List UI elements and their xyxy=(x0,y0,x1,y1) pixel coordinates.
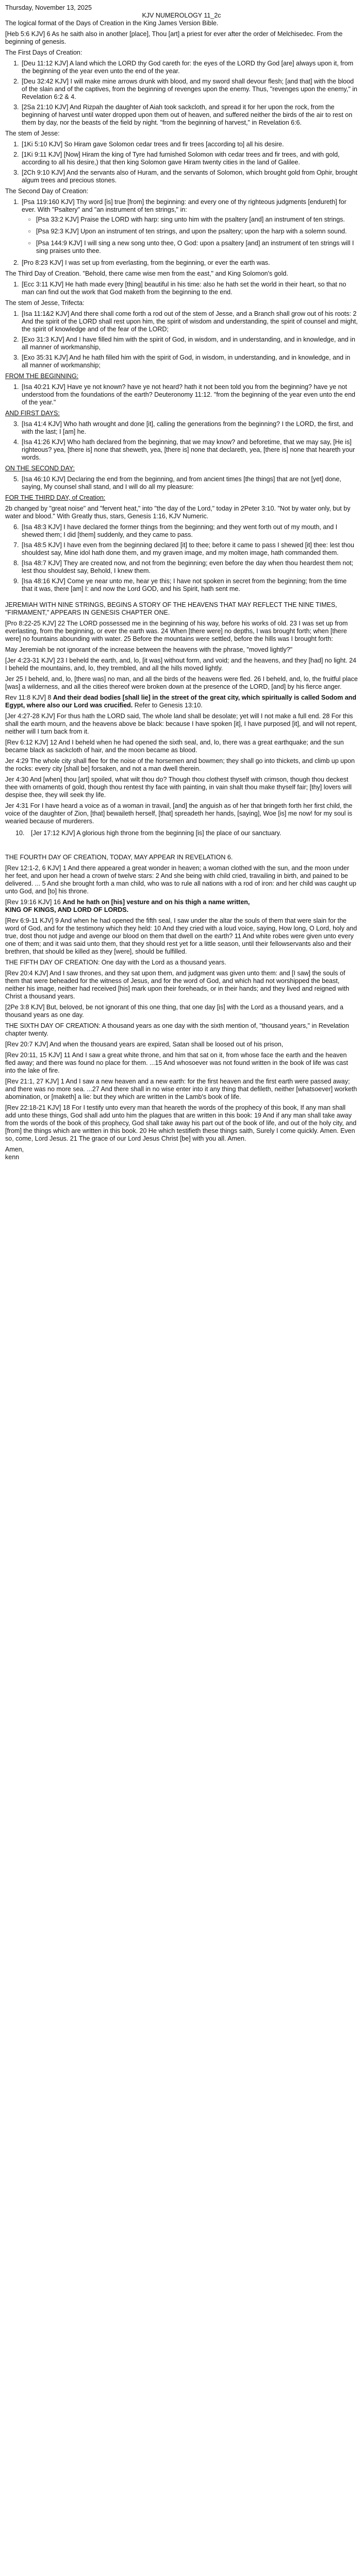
list-item: 1. [Deu 11:12 KJV] A land which the LORD thy God careth for: the eyes of the LORD thy God [are] always upon it, from the beginning of the year even unto the end of the year. xyxy=(21,60,358,75)
list-item: 7. [Isa 48:5 KJV] I have even from the beginning declared [it] to thee; before it came to pass I shewed [it] thee: lest thou shouldest say, Mine idol hath done them, and my graven image, and my molten image, hath commanded them. xyxy=(21,541,358,557)
revelation-quote: [Rev 20:4 KJV] And I saw thrones, and they sat upon them, and judgment was given unto them: and [I saw] the souls of them that were beheaded for the witness of Jesus, and for the word of God, and which had not worshipped the beast, neither his image, neither had received [his] mark upon their foreheads, or in their hands; and they lived and reigned with Christ a thousand years. xyxy=(5,970,350,1000)
list-item: 9. [Isa 48:16 KJV] Come ye near unto me, hear ye this; I have not spoken in secret from the beginning; from the time that it was, there [am] I: and now the Lord GOD, and his Spirit, hath sent me. xyxy=(21,578,358,593)
third-day-on-list xyxy=(5,523,358,593)
jeremiah-quote: Jer 4:29 The whole city shall flee for the noise of the horsemen and bowmen; they shall go into thickets, and climb up upon the rocks: every city [shall be] forsaken, and not a man dwell therein. xyxy=(5,757,355,772)
second-day-list xyxy=(5,198,358,267)
third-day-note: 2b changed by "great noise" and "fervent heat," into "the day of the Lord," today in 2Peter 3:10. "Not by water only, but by water and blood." With Greatly thus, stars, Genesis 1:16, KJV Numeric. xyxy=(5,505,351,520)
jeremiah-question: May Jeremiah be not ignorant of the increase between the heavens with the phrase, "moved lightly?" xyxy=(5,646,293,653)
revelation-bold-title: KING OF KINGS, AND LORD OF LORDS. xyxy=(5,906,129,913)
peter-quote: [2Pe 3:8 KJV] But, beloved, be not ignorant of this one thing, that one day [is] with the Lord as a thousand years, and a thousand years as one day. xyxy=(5,1004,343,1019)
list-item: 2. [Pro 8:23 KJV] I was set up from everlasting, from the beginning, or ever the earth was. xyxy=(21,259,358,267)
sub-list-item: ○ [Psa 92:3 KJV] Upon an instrument of ten strings, and upon the psaltery; upon the harp with a solemn sound. xyxy=(29,228,358,235)
hebrews-quote: [Heb 5:6 KJV] 6 As he saith also in another [place], Thou [art] a priest for ever after the order of Melchisedec. From the beginning of genesis. xyxy=(5,30,343,45)
fifth-day-heading: THE FIFTH DAY OF CREATION: One day with the Lord as a thousand years. xyxy=(5,959,226,966)
revelation-quote: [Rev 20:7 KJV] And when the thousand years are expired, Satan shall be loosed out of his prison, xyxy=(5,1041,284,1048)
list-item: 6. [Isa 48:3 KJV] I have declared the former things from the beginning; and they went forth out of my mouth, and I shewed them; I did [them] suddenly, and they came to pass. xyxy=(21,523,358,539)
list-item: 5. [Isa 46:10 KJV] Declaring the end from the beginning, and from ancient times [the things] that are not [yet] done, saying, My counsel shall stand, and I will do all my pleasure: xyxy=(21,476,358,491)
proverbs-quote: [Pro 8:22-25 KJV] 22 The LORD possessed me in the beginning of his way, before his works of old. 23 I was set up from everlasting, from the beginning, or ever the earth was. 24 When [there were] no depths, I was brought forth; when [there were] no fountains abounding with water. 25 Before the mountains were settled, before the hills was I brought forth: xyxy=(5,620,348,642)
jeremiah-quote: [Jer 4:27-28 KJV] For thus hath the LORD said, The whole land shall be desolate; yet will I not make a full end. 28 For this shall the earth mourn, and the heavens above be black: because I have spoken [it], I have purposed [it], and will not repent, neither will I turn back from it. xyxy=(5,713,357,735)
jeremiah-quote: Jer 25 I beheld, and, lo, [there was] no man, and all the birds of the heavens were fled. 26 I beheld, and, lo, the fruitful place [was] a wilderness, and all the cities thereof were broken down at the presence of the LORD, [and] by his fierce anger. xyxy=(5,675,358,690)
first-days-list xyxy=(5,420,358,462)
revelation-bold-text: And their dead bodies [shall lie] in the street of the great city, which spiritually is called Sodom and Egypt, where also our Lord was crucified. xyxy=(5,694,356,709)
revelation-quote: [Rev 21:1, 27 KJV] 1 And I saw a new heaven and a new earth: for the first heaven and the first earth were passed away; and there was no more sea. ...27 And there shall in no wise enter into it any thing that defileth, neither [whatsoever] worketh abomination, or [maketh] a lie: but they which are written in the Lamb's book of life. xyxy=(5,1078,357,1100)
intro-paragraph: The logical format of the Days of Creation in the King James Version Bible. xyxy=(5,20,219,27)
document-date: Thursday, November 13, 2025 xyxy=(5,4,92,11)
list-item: 1. [Ecc 3:11 KJV] He hath made every [thing] beautiful in his time: also he hath set the world in their heart, so that no man can find out the work that God maketh from the beginning to the end. xyxy=(21,281,358,296)
revelation-quote xyxy=(5,899,358,914)
revelation-quote: [Rev 22:18-21 KJV] 18 For I testify unto every man that heareth the words of the prophecy of this book, If any man shall add unto these things, God shall add unto him the plagues that are written in this book: 19 And if any man shall take away from the words of the book of this prophecy, God shall take away his part out of the book of life, and out of the holy city, and [from] the things which are written in this book. 20 He which testifieth these things saith, Surely I come quickly. Amen. Even so, come, Lord Jesus. 21 The grace of our Lord Jesus Christ [be] with you all. Amen. xyxy=(5,1104,357,1142)
third-day-on-heading: FOR THE THIRD DAY, of Creation: xyxy=(5,494,106,501)
revelation-quote: [Rev 6:9-11 KJV] 9 And when he had opened the fifth seal, I saw under the altar the souls of them that were slain for the word of God, and for the testimony which they held: 10 And they cried with a loud voice, saying, How long, O Lord, holy and true, dost thou not judge and avenge our blood on them that dwell on the earth? 11 And white robes were given unto every one of them; and it was said unto them, that they should rest yet for a little season, until their fellowservants also and their brethren, that should be killed as they [were], should be fulfilled. xyxy=(5,917,357,955)
jeremiah-quote: [Jer 4:23-31 KJV] 23 I beheld the earth, and, lo, [it was] without form, and void; and the heavens, and they [had] no light. 24 I beheld the mountains, and, lo, they trembled, and all the hills moved lightly. xyxy=(5,657,356,672)
second-day-heading: The Second Day of Creation: xyxy=(5,188,89,195)
numbered-item-10 xyxy=(5,829,358,837)
closing-amen: Amen, xyxy=(5,1146,24,1153)
revelation-quote: [Rev 6:12 KJV] 12 And I beheld when he had opened the sixth seal, and, lo, there was a great earthquake; and the sun became black as sackcloth of hair, and the moon became as blood. xyxy=(5,739,344,754)
revelation-quote: [Rev 20:11, 15 KJV] 11 And I saw a great white throne, and him that sat on it, from whose face the earth and the heaven fled away; and there was found no place for them. ...15 And whosoever was not found written in the book of life was cast into the lake of fire. xyxy=(5,1052,348,1074)
list-item: 1. [1Ki 5:10 KJV] So Hiram gave Solomon cedar trees and fir trees [according to] all his desire. xyxy=(21,141,358,148)
list-item: 8. [Isa 48:7 KJV] They are created now, and not from the beginning; even before the day when thou heardest them not; lest thou shouldest say, Behold, I knew them. xyxy=(21,560,358,575)
from-beginning-list xyxy=(5,383,358,406)
sub-list xyxy=(22,216,358,255)
fourth-day-heading: THE FOURTH DAY OF CREATION, TODAY, MAY APPEAR IN REVELATION 6. xyxy=(5,854,233,861)
third-day-heading: The Third Day of Creation. "Behold, there came wise men from the east," and King Solomon's gold. xyxy=(5,270,288,277)
jeremiah-quote: Jer 4:30 And [when] thou [art] spoiled, what wilt thou do? Though thou clothest thyself with crimson, though thou deckest thee with ornaments of gold, though thou rentest thy face with painting, in vain shalt thou make thyself fair; [thy] lovers will despise thee, they will seek thy life. xyxy=(5,776,352,799)
trifecta-heading: The stem of Jesse, Trifecta: xyxy=(5,299,85,307)
revelation-ref: [Rev 19:16 KJV] 16 xyxy=(5,899,63,906)
document-page xyxy=(0,0,363,1170)
sub-list-item: ○ [Psa 33:2 KJV] Praise the LORD with harp: sing unto him with the psaltery [and] an instrument of ten strings. xyxy=(29,216,358,224)
third-day-list xyxy=(5,281,358,296)
list-item-text: [Psa 119:160 KJV] Thy word [is] true [from] the beginning: and every one of thy righteous judgments [endureth] for ever. With "Psaltery" and "an instrument of ten strings," in: xyxy=(22,198,346,213)
list-item: 3. [2Sa 21:10 KJV] And Rizpah the daughter of Aiah took sackcloth, and spread it for her upon the rock, from the beginning of harvest until water dropped upon them out of heaven, and suffered neither the birds of the air to rest on them by day, nor the beasts of the field by night. "from the beginning of harvest," in Revelation 6:6. xyxy=(21,104,358,127)
revelation-quote: [Rev 12:1-2, 6 KJV] 1 And there appeared a great wonder in heaven; a woman clothed with the sun, and the moon under her feet, and upon her head a crown of twelve stars: 2 And she being with child cried, travailing in birth, and pained to be delivered. ... 5 And she brought forth a man child, who was to rule all nations with a rod of iron: and her child was caught up unto God, and [to] his throne. xyxy=(5,865,356,895)
first-days-heading: AND FIRST DAYS: xyxy=(5,410,60,417)
sub-list-item: ○ [Psa 144:9 KJV] I will sing a new song unto thee, O God: upon a psaltery [and] an instrument of ten strings will I sing praises unto thee. xyxy=(29,240,358,255)
revelation-ref: Rev 11:8 KJV] 8 xyxy=(5,694,53,701)
jeremiah-heading: JEREMIAH WITH NINE STRINGS, BEGINS A STORY OF THE HEAVENS THAT MAY REFLECT THE NINE TIMES, "FIRMAMENT," APPEARS IN GENESIS CHAPTER ONE. xyxy=(5,601,337,616)
list-item: 2. [Exo 31:3 KJV] And I have filled him with the spirit of God, in wisdom, and in understanding, and in knowledge, and in all manner of workmanship, xyxy=(21,336,358,351)
list-item: 2. [Deu 32:42 KJV] I will make mine arrows drunk with blood, and my sword shall devour flesh; [and that] with the blood of the slain and of the captives, from the beginning of revenges upon the enemy. Thus, "revenges upon the enemy," in Revelation 6:2 & 4. xyxy=(21,78,358,101)
item-text: [Jer 17:12 KJV] A glorious high throne from the beginning [is] the place of our sanctuary. xyxy=(31,829,282,837)
list-item: 2. [1Ki 9:11 KJV] [Now] Hiram the king of Tyre had furnished Solomon with cedar trees and fir trees, and with gold, according to all his desire,) that then king Solomon gave Hiram twenty cities in the land of Galilee. xyxy=(21,151,358,166)
list-item: 4. [Isa 41:26 KJV] Who hath declared from the beginning, that we may know? and beforetime, that we may say, [He is] righteous? yea, [there is] none that sheweth, yea, [there is] none that declareth, yea, [there is] none that heareth your words. xyxy=(21,438,358,462)
first-day-heading: The First Days of Creation: xyxy=(5,49,82,56)
item-number: 10. xyxy=(15,829,25,837)
trifecta-list xyxy=(5,310,358,369)
stem-jesse-heading: The stem of Jesse: xyxy=(5,130,60,137)
first-day-list xyxy=(5,60,358,127)
closing-signature: kenn xyxy=(5,1154,20,1161)
list-item: 1. [Isa 11:1&2 KJV] And there shall come forth a rod out of the stem of Jesse, and a Branch shall grow out of his roots: 2 And the spirit of the LORD shall rest upon him, the spirit of wisdom and understanding, the spirit of counsel and might, the spirit of knowledge and of the fear of the LORD; xyxy=(21,310,358,333)
list-item: 1. [Isa 40:21 KJV] Have ye not known? have ye not heard? hath it not been told you from the beginning? have ye not understood from the foundations of the earth? Deuteronomy 11:12. "from the beginning of the year even unto the end of the year." xyxy=(21,383,358,406)
revelation-bold-text: And he hath on [his] vesture and on his thigh a name written, xyxy=(62,899,250,906)
list-item: 3. [Isa 41:4 KJV] Who hath wrought and done [it], calling the generations from the beginning? I the LORD, the first, and with the last; I [am] he. xyxy=(21,420,358,436)
stem-jesse-list xyxy=(5,141,358,184)
document-title: KJV NUMEROLOGY 11_2c xyxy=(142,12,221,19)
sixth-day-heading: THE SIXTH DAY OF CREATION: A thousand years as one day with the sixth mention of, "thousand years," in Revelation chapter twenty. xyxy=(5,1022,349,1037)
second-day-on-heading: ON THE SECOND DAY: xyxy=(5,465,75,472)
revelation-quote xyxy=(5,694,358,709)
list-item xyxy=(21,198,358,255)
list-item: 3. [2Ch 9:10 KJV] And the servants also of Huram, and the servants of Solomon, which brought gold from Ophir, brought algum trees and precious stones. xyxy=(21,169,358,184)
second-day-on-list xyxy=(5,476,358,491)
list-item: 3. [Exo 35:31 KJV] And he hath filled him with the spirit of God, in wisdom, in understanding, and in knowledge, and in all manner of workmanship; xyxy=(21,354,358,369)
jeremiah-quote: Jer 4:31 For I have heard a voice as of a woman in travail, [and] the anguish as of her that bringeth forth her first child, the voice of the daughter of Zion, [that] bewaileth herself, [that] spreadeth her hands, [saying], Woe [is] me now! for my soul is wearied because of murderers. xyxy=(5,802,353,825)
revelation-suffix: Refer to Genesis 13:10. xyxy=(133,702,203,709)
from-beginning-heading: FROM THE BEGINNING: xyxy=(5,372,79,380)
